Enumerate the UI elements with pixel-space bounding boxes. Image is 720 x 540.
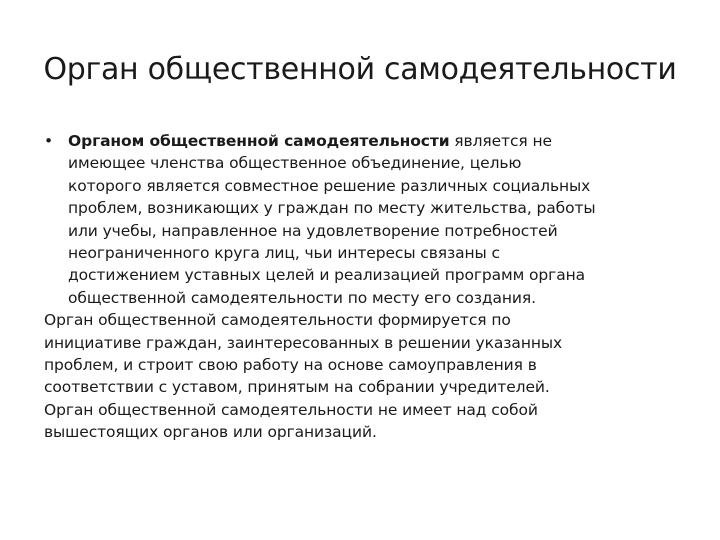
- paragraph-line: инициативе граждан, заинтересованных в решении указанных: [44, 333, 563, 352]
- bullet-line: которого является совместное решение различных социальных: [68, 176, 591, 195]
- paragraph-line: соответствии с уставом, принятым на собрании учредителей.: [44, 378, 550, 397]
- bullet-line: общественной самодеятельности по месту его создания.: [68, 288, 536, 307]
- bullet-text: [68, 130, 684, 309]
- bullet-icon: •: [44, 132, 54, 150]
- slide-title: Орган общественной самодеятельности: [43, 52, 677, 87]
- paragraph-line: Орган общественной самодеятельности формируется по: [44, 311, 511, 330]
- bullet-line: проблем, возникающих у граждан по месту жительства, работы: [68, 199, 596, 218]
- paragraph-line: вышестоящих органов или организаций.: [44, 423, 377, 442]
- bullet-bold-lead: Органом общественной самодеятельности: [68, 132, 450, 150]
- paragraph-line: Орган общественной самодеятельности не имеет над собой: [44, 400, 538, 419]
- bullet-item: [44, 130, 684, 309]
- bullet-first-line-rest: является не: [449, 132, 552, 150]
- bullet-line: или учебы, направленное на удовлетворение потребностей: [68, 221, 558, 240]
- paragraph: [44, 309, 684, 443]
- paragraph-line: проблем, и строит свою работу на основе самоуправления в: [44, 356, 537, 375]
- bullet-line-first: [68, 130, 684, 152]
- slide-body: [44, 130, 684, 444]
- bullet-line: неограниченного круга лиц, чьи интересы связаны с: [68, 244, 500, 263]
- bullet-line: имеющее членства общественное объединение, целью: [68, 154, 522, 173]
- bullet-line: достижением уставных целей и реализацией программ органа: [68, 266, 586, 285]
